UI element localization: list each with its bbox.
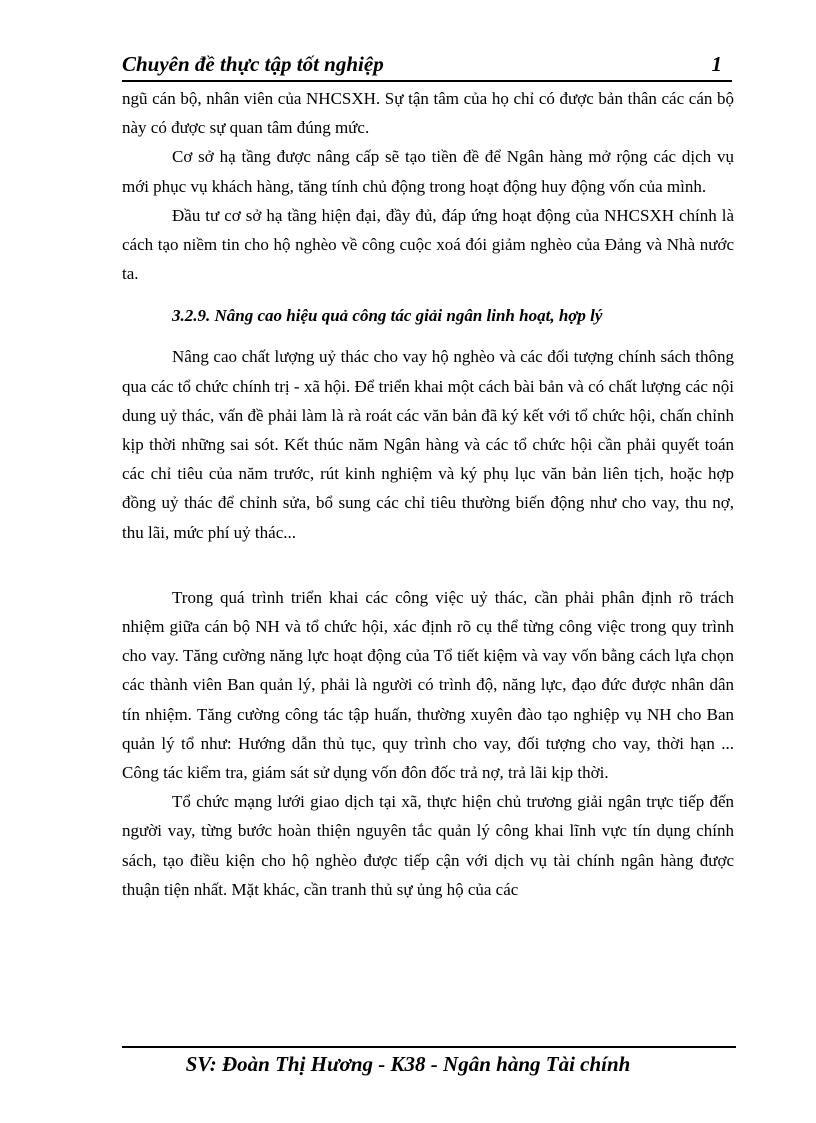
paragraph: Nâng cao chất lượng uỷ thác cho vay hộ nghèo và các đối tượng chính sách thông qua các tổ chức chính trị - xã hội. Để triển khai một cách bài bản và có chất lượng các nội dung uỷ thác, vấn đề phải làm là rà roát các văn bản đã ký kết với tổ chức hội, chấn chỉnh kịp thời những sai sót. Kết thúc năm Ngân hàng và các tổ chức hội cần phải quyết toán các chỉ tiêu của năm trước, rút kinh nghiệm và ký phụ lục văn bản liên tịch, hoặc hợp đồng uỷ thác để chỉnh sửa, bổ sung các chỉ tiêu thường biến động như cho vay, thu nợ, thu lãi, mức phí uỷ thác... — [122, 347, 734, 542]
paragraph: Cơ sở hạ tầng được nâng cấp sẽ tạo tiền đề để Ngân hàng mở rộng các dịch vụ mới phục vụ khách hàng, tăng tính chủ động trong hoạt động huy động vốn của mình. — [122, 147, 734, 196]
page-footer: SV: Đoàn Thị Hương - K38 - Ngân hàng Tài chính — [185, 1052, 631, 1076]
section-heading: 3.2.9. Nâng cao hiệu quả công tác giải ngân linh hoạt, hợp lý — [172, 306, 603, 326]
header-title: Chuyên đề thực tập tốt nghiệp — [122, 52, 384, 76]
blank-line — [122, 547, 734, 583]
footer-divider — [122, 1046, 736, 1048]
paragraph: Trong quá trình triển khai các công việc uỷ thác, cần phải phân định rõ trách nhiệm giữa cán bộ NH và tổ chức hội, xác định rõ cụ thể từng công việc trong quy trình cho vay. Tăng cường năng lực hoạt động của Tổ tiết kiệm và vay vốn bằng cách lựa chọn các thành viên Ban quản lý, phải là người có trình độ, năng lực, đạo đức được nhân dân tín nhiệm. Tăng cường công tác tập huấn, thường xuyên đào tạo nghiệp vụ NH cho Ban quản lý tổ như: Hướng dẫn thủ tục, quy trình cho vay, đối tượng cho vay, thời hạn ... Công tác kiểm tra, giám sát sử dụng vốn đôn đốc trả nợ, trả lãi kịp thời. — [122, 587, 734, 783]
page-header — [122, 52, 732, 82]
body-text — [122, 84, 734, 904]
paragraph: Đầu tư cơ sở hạ tầng hiện đại, đầy đủ, đáp ứng hoạt động của NHCSXH chính là cách tạo niềm tin cho hộ nghèo về công cuộc xoá đói giảm nghèo của Đảng và Nhà nước ta. — [122, 205, 734, 284]
paragraph: Tổ chức mạng lưới giao dịch tại xã, thực hiện chủ trương giải ngân trực tiếp đến người vay, từng bước hoàn thiện nguyên tắc quản lý công khai lĩnh vực tín dụng chính sách, tạo điều kiện cho hộ nghèo được tiếp cận với dịch vụ tài chính ngân hàng được thuận tiện nhất. Mặt khác, cần tranh thủ sự ủng hộ của các — [122, 792, 734, 899]
paragraph-continued: ngũ cán bộ, nhân viên của NHCSXH. Sự tận tâm của họ chỉ có được bản thân các cán bộ này có được sự quan tâm đúng mức. — [122, 89, 734, 138]
page-number: 1 — [711, 52, 722, 76]
